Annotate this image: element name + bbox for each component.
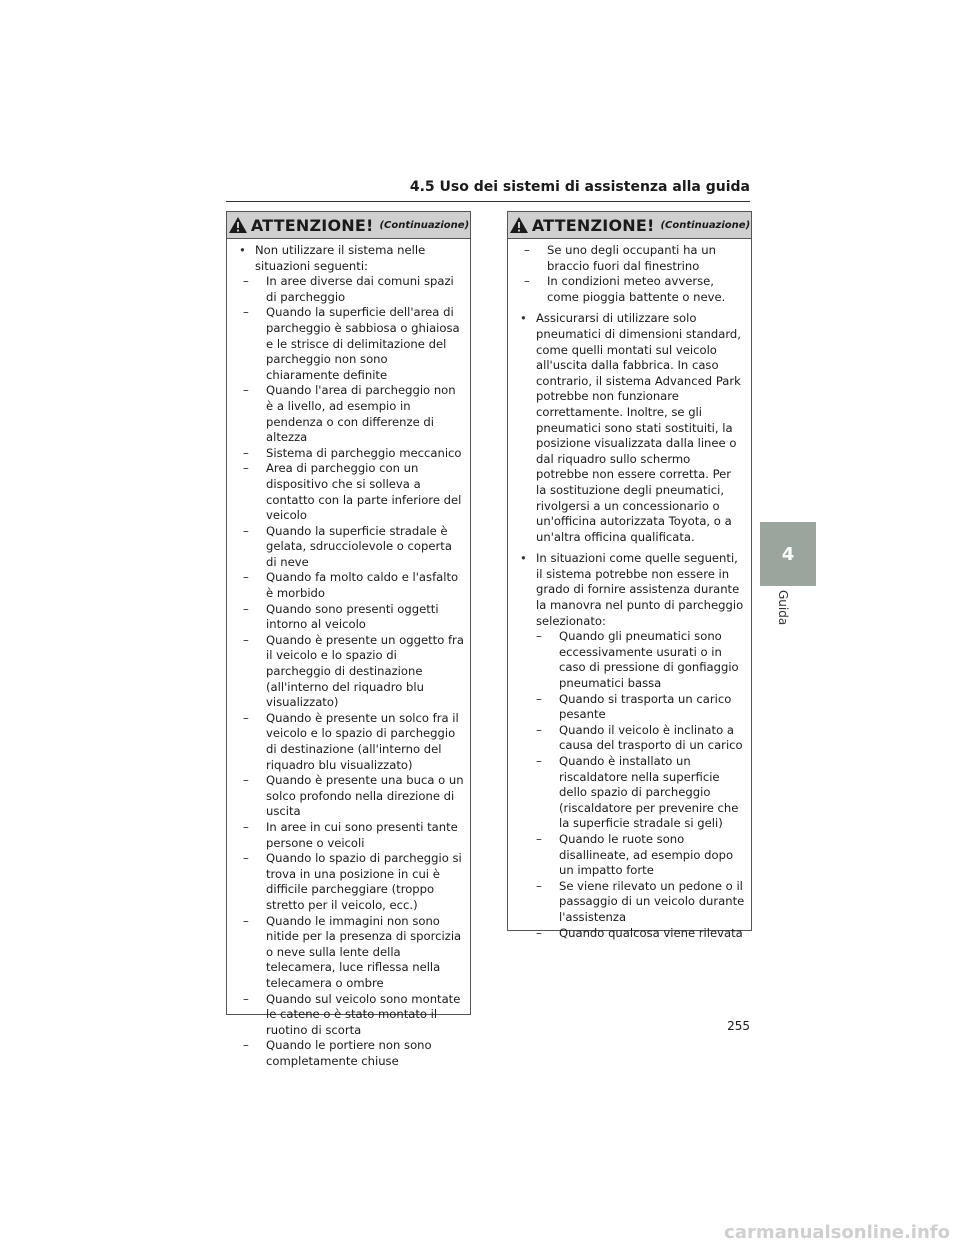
warning-body	[227, 239, 470, 1069]
sub-list	[516, 629, 745, 941]
list-item: – Quando lo spazio di parcheggio si trova in una posizione in cui è difficile parcheggiare (troppo stretto per il veicolo, ecc.)	[235, 851, 464, 913]
section-header: 4.5 Uso dei sistemi di assistenza alla guida	[226, 179, 750, 202]
list-item: – In condizioni meteo avverse, come pioggia battente o neve.	[516, 274, 745, 305]
list-item: – Quando le ruote sono disallineate, ad esempio dopo un impatto forte	[528, 832, 745, 879]
list-item: – Quando le portiere non sono completamente chiuse	[235, 1038, 464, 1069]
warning-box-right	[507, 211, 752, 940]
list-item: – In aree in cui sono presenti tante persone o veicoli	[235, 820, 464, 851]
warning-title: ATTENZIONE!	[250, 215, 374, 235]
list-item: – Quando è presente un solco fra il veicolo e lo spazio di parcheggio di destinazione (all'interno del riquadro blu visualizzato)	[235, 711, 464, 773]
warning-body	[508, 239, 751, 941]
list-item: – Quando è presente un oggetto fra il veicolo e lo spazio di parcheggio di destinazione (all'interno del riquadro blu visualizzato)	[235, 633, 464, 711]
list-item: – Quando sono presenti oggetti intorno al veicolo	[235, 602, 464, 633]
list-item: – Quando sul veicolo sono montate le catene o è stato montato il ruotino di scorta	[235, 992, 464, 1039]
list-item: – Quando è presente una buca o un solco profondo nella direzione di uscita	[235, 773, 464, 820]
warning-subtitle: (Continuazione)	[660, 219, 751, 231]
warning-box-left	[226, 211, 471, 1068]
sub-list	[516, 243, 745, 305]
warning-triangle-icon	[509, 216, 529, 234]
list-item: – Quando qualcosa viene rilevata	[528, 926, 745, 942]
bullet-item: • Non utilizzare il sistema nelle situazioni seguenti:	[235, 243, 464, 274]
list-item: – Area di parcheggio con un dispositivo che si solleva a contatto con la parte inferiore del veicolo	[235, 461, 464, 523]
list-item: – Se viene rilevato un pedone o il passaggio di un veicolo durante l'assistenza	[528, 879, 745, 926]
page-number: 255	[727, 1019, 750, 1033]
list-item: – In aree diverse dai comuni spazi di parcheggio	[235, 274, 464, 305]
bullet-item: • In situazioni come quelle seguenti, il sistema potrebbe non essere in grado di fornire assistenza durante la manovra nel punto di parcheggio selezionato:	[516, 551, 745, 629]
list-item: – Quando è installato un riscaldatore nella superficie dello spazio di parcheggio (riscaldatore per prevenire che la superficie stradale si geli)	[528, 754, 745, 832]
warning-header	[227, 212, 470, 239]
list-item: – Quando l'area di parcheggio non è a livello, ad esempio in pendenza o con differenze di altezza	[235, 383, 464, 445]
list-item: – Quando gli pneumatici sono eccessivamente usurati o in caso di pressione di gonfiaggio pneumatici bassa	[528, 629, 745, 691]
watermark: carmanualsonline.info	[724, 1222, 950, 1243]
chapter-label: Guida	[776, 590, 790, 626]
list-item: – Quando fa molto caldo e l'asfalto è morbido	[235, 570, 464, 601]
chapter-tab[interactable]: 4	[760, 522, 816, 586]
bullet-item: • Assicurarsi di utilizzare solo pneumatici di dimensioni standard, come quelli montati sul veicolo all'uscita dalla fabbrica. In caso contrario, il sistema Advanced Park potrebbe non funzionare correttamente. Inoltre, se gli pneumatici sono stati sostituiti, la posizione visualizzata dalla linee o dal riquadro sullo schermo potrebbe non essere corretta. Per la sostituzione degli pneumatici, rivolgersi a un concessionario o un'officina autorizzata Toyota, o a un'altra officina qualificata.	[516, 311, 745, 545]
list-item: – Quando si trasporta un carico pesante	[528, 692, 745, 723]
warning-subtitle: (Continuazione)	[379, 219, 470, 231]
list-item: – Quando le immagini non sono nitide per la presenza di sporcizia o neve sulla lente della telecamera, luce riflessa nella telecamera o ombre	[235, 914, 464, 992]
list-item: – Quando la superficie dell'area di parcheggio è sabbiosa o ghiaiosa e le strisce di delimitazione del parcheggio non sono chiaramente definite	[235, 305, 464, 383]
list-item: – Se uno degli occupanti ha un braccio fuori dal finestrino	[516, 243, 745, 274]
warning-title: ATTENZIONE!	[531, 215, 655, 235]
list-item: – Sistema di parcheggio meccanico	[235, 446, 464, 462]
list-item: – Quando la superficie stradale è gelata, sdrucciolevole o coperta di neve	[235, 524, 464, 571]
list-item: – Quando il veicolo è inclinato a causa del trasporto di un carico	[528, 723, 745, 754]
warning-header	[508, 212, 751, 239]
sub-list	[235, 274, 464, 1069]
warning-triangle-icon	[228, 216, 248, 234]
